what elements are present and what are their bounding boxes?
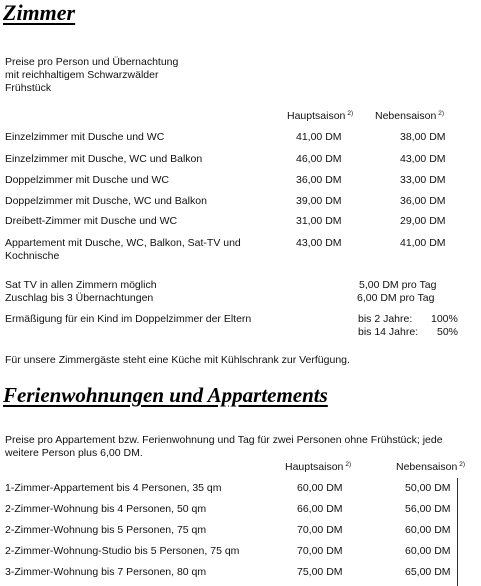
room-type: Doppelzimmer mit Dusche, WC und Balkon <box>5 195 207 207</box>
zimmer-intro-line: Preise pro Person und Übernachtung <box>5 56 179 68</box>
price-hauptsaison: 70,00 DM <box>297 524 343 536</box>
zimmer-col-nebensaison <box>375 110 444 123</box>
discount-label: Ermäßigung für ein Kind im Doppelzimmer der Eltern <box>5 313 252 325</box>
price-nebensaison: 60,00 DM <box>405 545 451 557</box>
discount-row <box>0 326 481 340</box>
price-nebensaison: 65,00 DM <box>405 566 451 578</box>
zimmer-row <box>0 153 481 167</box>
ferienwohnungen-heading: Ferienwohnungen und Appartements <box>3 383 328 407</box>
price-nebensaison: 33,00 DM <box>400 174 446 186</box>
discount-percent: 100% <box>431 313 458 325</box>
zimmer-intro-line: mit reichhaltigem Schwarzwälder <box>5 69 159 81</box>
extra-value: 6,00 DM pro Tag <box>357 292 435 304</box>
price-hauptsaison: 31,00 DM <box>296 215 342 227</box>
footnote-mark: 2) <box>345 461 352 468</box>
room-type: Einzelzimmer mit Dusche und WC <box>5 131 165 143</box>
price-hauptsaison: 60,00 DM <box>297 482 343 494</box>
extra-row <box>0 279 481 293</box>
zimmer-intro-line: Frühstück <box>5 82 52 94</box>
discount-age: bis 2 Jahre: <box>358 313 413 325</box>
footnote-mark: 2) <box>347 110 354 117</box>
discount-age: bis 14 Jahre: <box>358 326 419 338</box>
price-hauptsaison: 46,00 DM <box>296 153 342 165</box>
ferien-col-nebensaison <box>396 461 465 474</box>
ferien-col-hauptsaison <box>285 461 351 474</box>
price-hauptsaison: 36,00 DM <box>296 174 342 186</box>
room-type: Einzelzimmer mit Dusche, WC und Balkon <box>5 153 203 165</box>
zimmer-row <box>0 237 481 265</box>
kitchen-note: Für unsere Zimmergäste steht eine Küche mit Kühlschrank zur Verfügung. <box>5 354 350 366</box>
extra-label: Sat TV in allen Zimmern möglich <box>5 279 157 291</box>
extra-label: Zuschlag bis 3 Übernachtungen <box>5 292 154 304</box>
col-nebensaison-label: Nebensaison <box>396 461 458 473</box>
ferien-row <box>0 545 481 559</box>
discount-row <box>0 313 481 327</box>
ferien-intro: Preise pro Appartement bzw. Ferienwohnung und Tag für zwei Personen ohne Frühstück; jede weitere Person plus 6,00 DM. <box>5 434 443 459</box>
apartment-type: 3-Zimmer-Wohnung bis 7 Personen, 80 qm <box>5 566 207 578</box>
apartment-type: 2-Zimmer-Wohnung bis 4 Personen, 50 qm <box>5 503 207 515</box>
col-nebensaison-label: Nebensaison <box>375 110 437 122</box>
zimmer-row <box>0 215 481 229</box>
ferien-row <box>0 482 481 496</box>
price-nebensaison: 50,00 DM <box>405 482 451 494</box>
zimmer-row <box>0 174 481 188</box>
price-hauptsaison: 75,00 DM <box>297 566 343 578</box>
ferien-row <box>0 566 481 580</box>
footnote-mark: 2) <box>459 461 466 468</box>
extra-row <box>0 292 481 306</box>
col-hauptsaison-label: Hauptsaison <box>287 110 346 122</box>
room-type: Appartement mit Dusche, WC, Balkon, Sat-TV und Kochnische <box>5 237 241 262</box>
price-hauptsaison: 43,00 DM <box>296 237 342 249</box>
price-nebensaison: 38,00 DM <box>400 131 446 143</box>
price-hauptsaison: 70,00 DM <box>297 545 343 557</box>
zimmer-row <box>0 195 481 209</box>
apartment-type: 1-Zimmer-Appartement bis 4 Personen, 35 qm <box>5 482 222 494</box>
room-type: Dreibett-Zimmer mit Dusche und WC <box>5 215 178 227</box>
scan-edge-line <box>457 478 458 586</box>
price-hauptsaison: 41,00 DM <box>296 131 342 143</box>
ferien-row <box>0 503 481 517</box>
ferien-row <box>0 524 481 538</box>
discount-percent: 50% <box>437 326 459 338</box>
col-hauptsaison-label: Hauptsaison <box>285 461 344 473</box>
zimmer-heading: Zimmer <box>3 0 76 25</box>
price-nebensaison: 43,00 DM <box>400 153 446 165</box>
zimmer-col-hauptsaison <box>287 110 353 123</box>
price-hauptsaison: 66,00 DM <box>297 503 343 515</box>
apartment-type: 2-Zimmer-Wohnung-Studio bis 5 Personen, 75 qm <box>5 545 240 557</box>
price-nebensaison: 60,00 DM <box>405 524 451 536</box>
price-nebensaison: 29,00 DM <box>400 215 446 227</box>
zimmer-intro <box>5 56 285 95</box>
zimmer-row <box>0 131 481 145</box>
price-nebensaison: 56,00 DM <box>405 503 451 515</box>
price-nebensaison: 41,00 DM <box>400 237 446 249</box>
price-nebensaison: 36,00 DM <box>400 195 446 207</box>
footnote-mark: 2) <box>438 110 445 117</box>
room-type: Doppelzimmer mit Dusche und WC <box>5 174 169 186</box>
extra-value: 5,00 DM pro Tag <box>359 279 437 291</box>
price-hauptsaison: 39,00 DM <box>296 195 342 207</box>
apartment-type: 2-Zimmer-Wohnung bis 5 Personen, 75 qm <box>5 524 207 536</box>
